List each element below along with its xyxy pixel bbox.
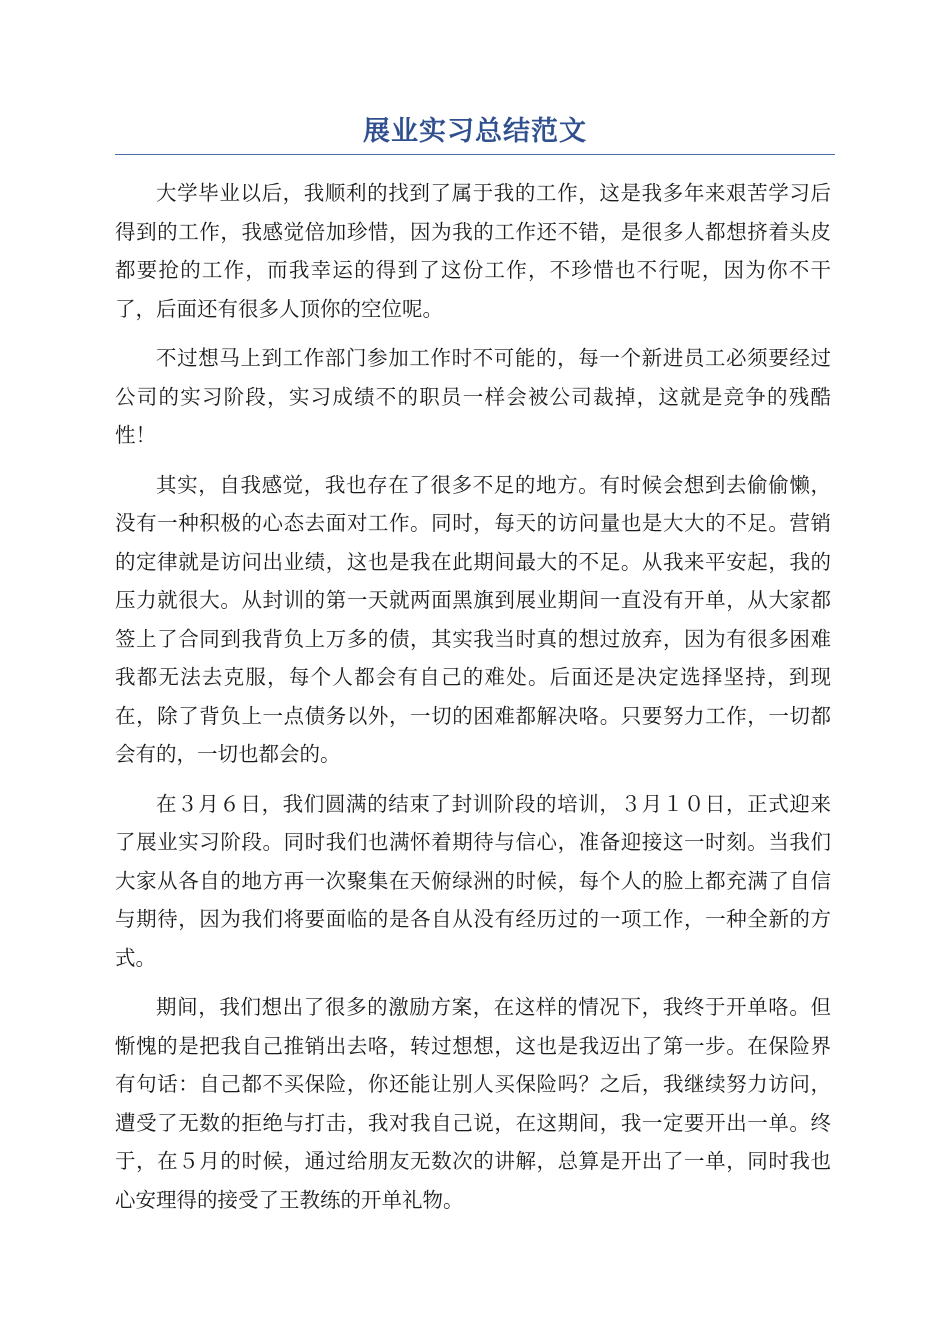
document-body: [115, 174, 831, 1230]
paragraph-3: 其实，自我感觉，我也存在了很多不足的地方。有时候会想到去偷偷懒，没有一种积极的心态去面对工作。同时，每天的访问量也是大大的不足。营销的定律就是访问出业绩，这也是我在此期间最大的不足。从我来平安起，我的压力就很大。从封训的第一天就两面黑旗到展业期间一直没有开单，从大家都签上了合同到我背负上万多的债，其实我当时真的想过放弃，因为有很多困难我都无法去克服，每个人都会有自己的难处。后面还是决定选择坚持，到现在，除了背负上一点债务以外，一切的困难都解决咯。只要努力工作，一切都会有的，一切也都会的。: [115, 472, 831, 766]
paragraph-4: 在３月６日，我们圆满的结束了封训阶段的培训，３月１０日，正式迎来了展业实习阶段。同时我们也满怀着期待与信心，准备迎接这一时刻。当我们大家从各自的地方再一次聚集在天俯绿洲的时候，每个人的脸上都充满了自信与期待，因为我们将要面临的是各自从没有经历过的一项工作，一种全新的方式。: [115, 791, 831, 970]
title-underline: [115, 154, 835, 155]
paragraph-2: 不过想马上到工作部门参加工作时不可能的，每一个新进员工必须要经过公司的实习阶段，实习成绩不的职员一样会被公司裁掉，这就是竞争的残酷性！: [115, 346, 831, 447]
paragraph-5: 期间，我们想出了很多的激励方案，在这样的情况下，我终于开单咯。但惭愧的是把我自己推销出去咯，转过想想，这也是我迈出了第一步。在保险界有句话：自己都不买保险，你还能让别人买保险吗？之后，我继续努力访问，遭受了无数的拒绝与打击，我对我自己说，在这期间，我一定要开出一单。终于，在５月的时候，通过给朋友无数次的讲解，总算是开出了一单，同时我也心安理得的接受了王教练的开单礼物。: [115, 995, 831, 1212]
document-title: 展业实习总结范文: [363, 116, 587, 147]
paragraph-1: 大学毕业以后，我顺利的找到了属于我的工作，这是我多年来艰苦学习后得到的工作，我感觉倍加珍惜，因为我的工作还不错，是很多人都想挤着头皮都要抢的工作，而我幸运的得到了这份工作，不珍惜也不行呢，因为你不干了，后面还有很多人顶你的空位呢。: [115, 181, 831, 321]
title-block: [115, 112, 835, 155]
